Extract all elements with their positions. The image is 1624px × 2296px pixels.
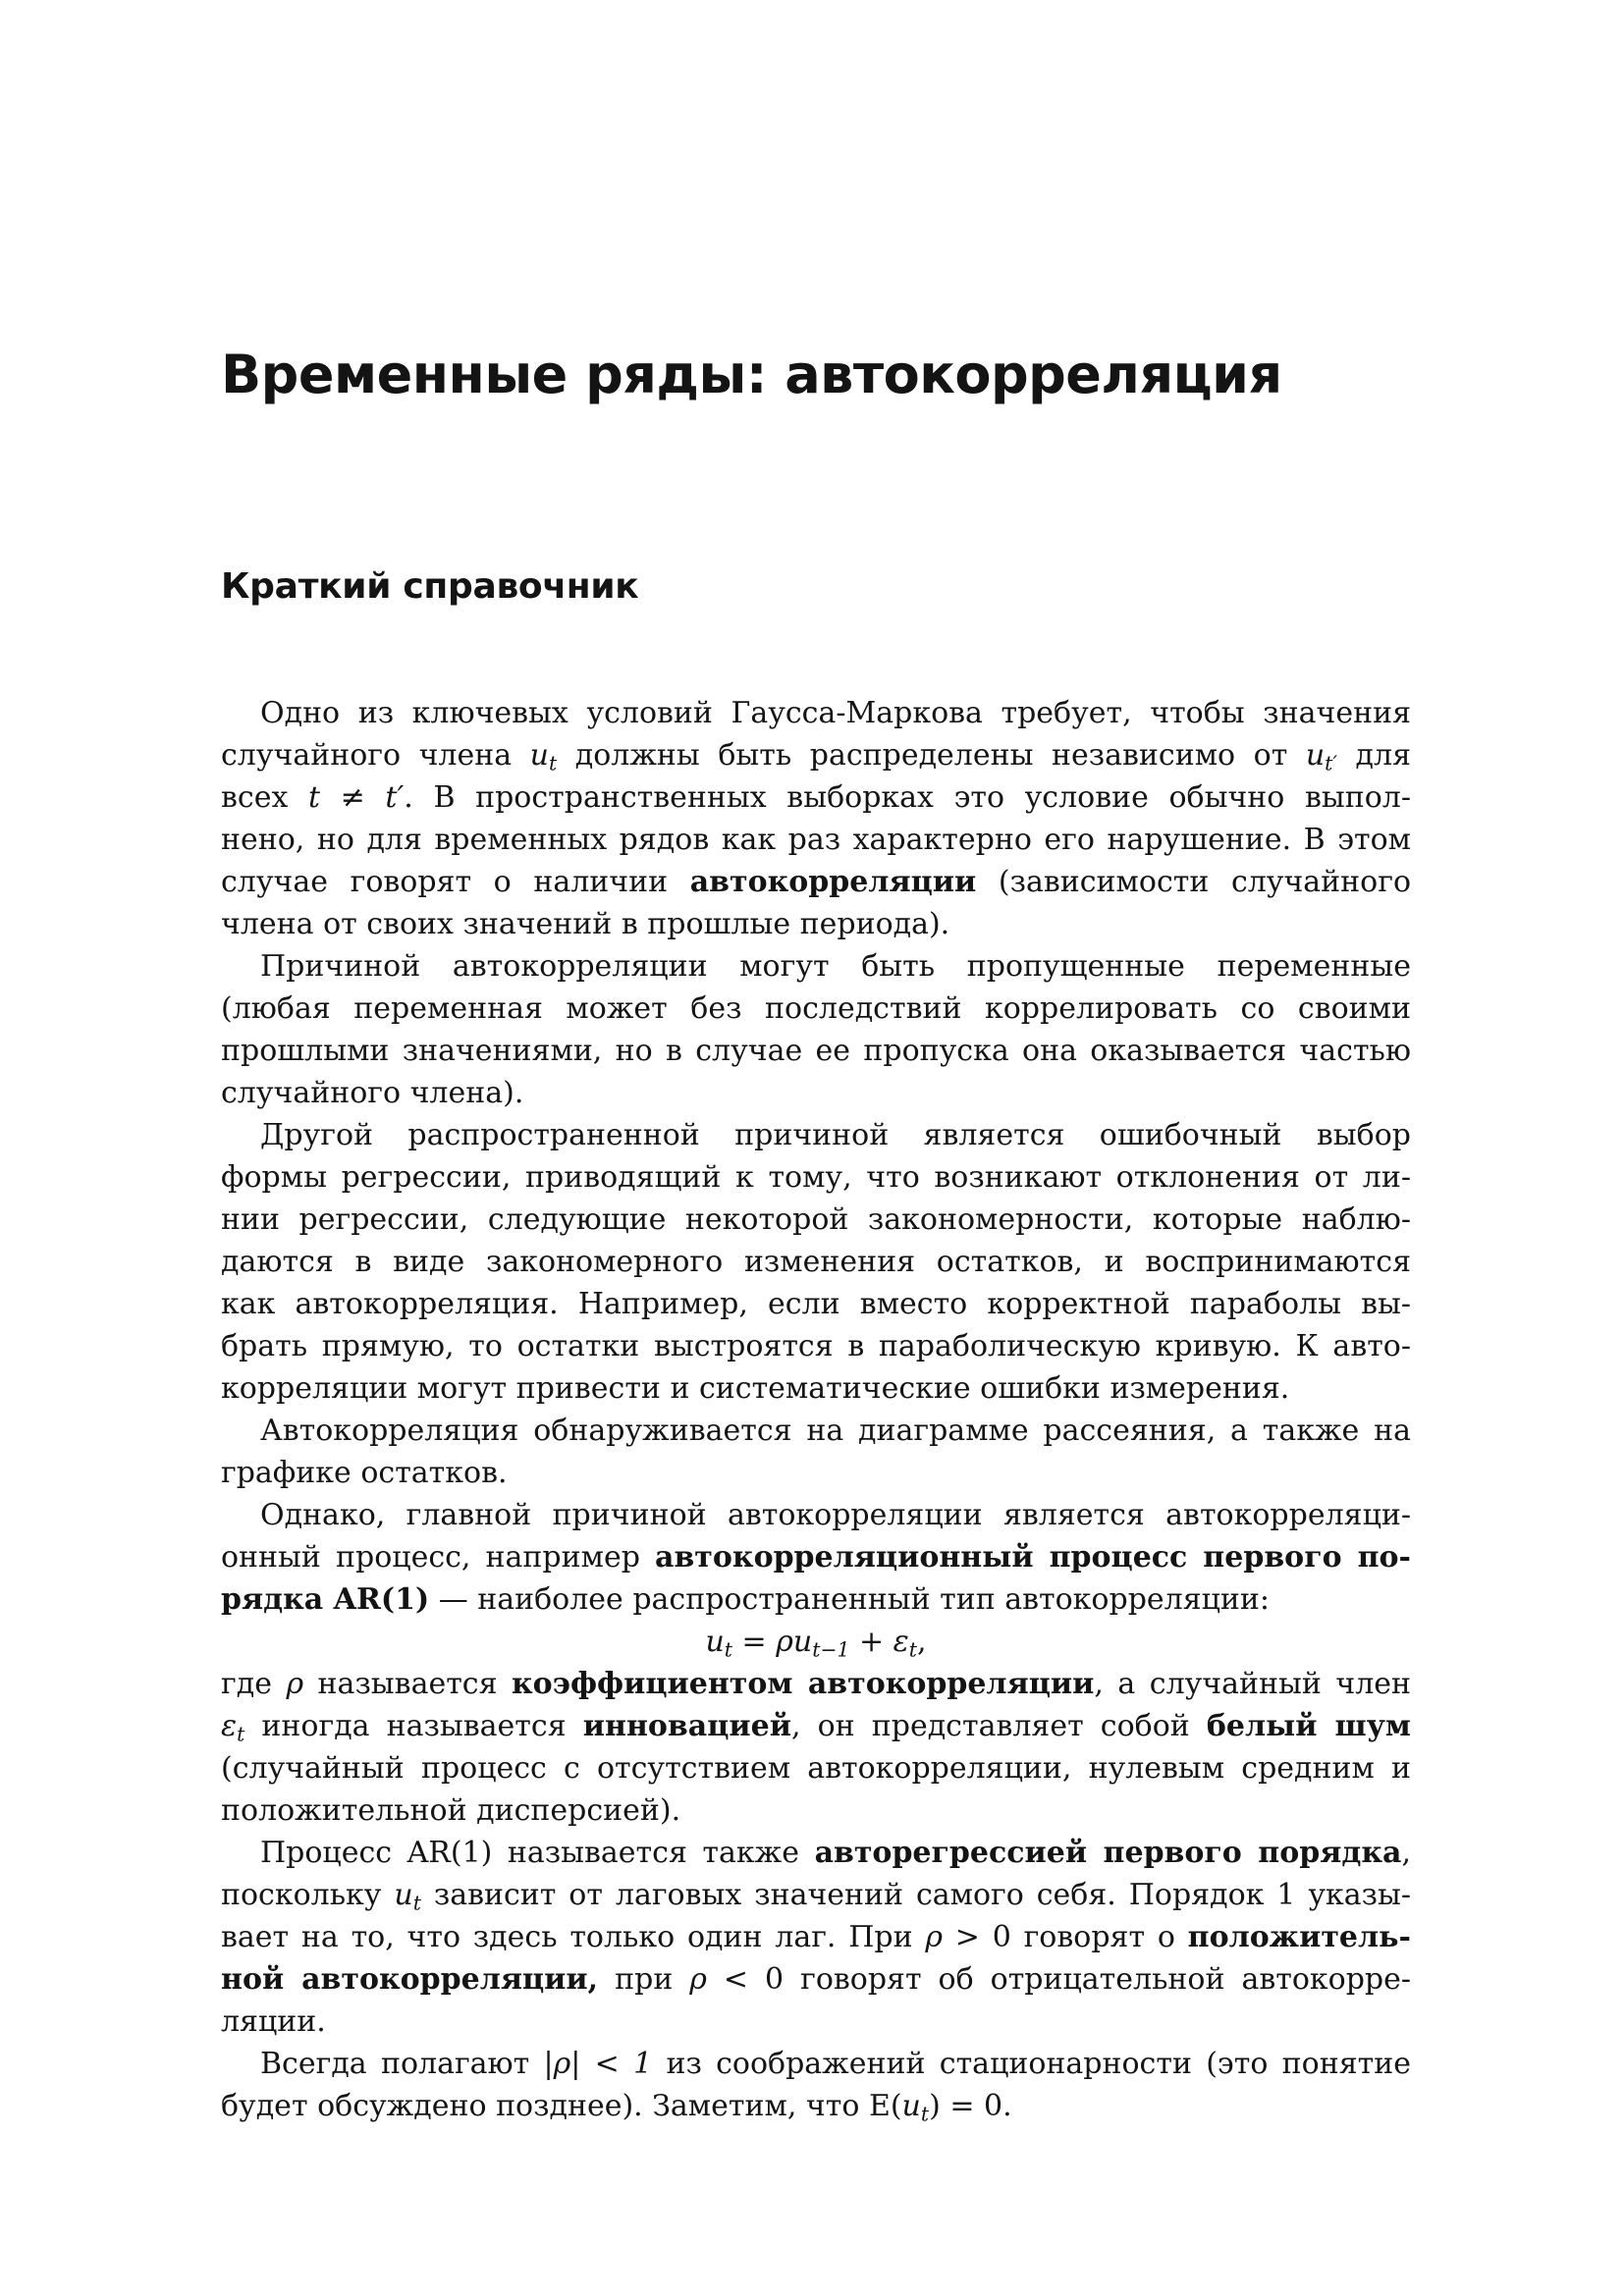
text-line: члена от своих значений в прошлые периода). (221, 907, 950, 941)
text-line: случае говорят о наличии автокорреляции (зависимости случайного (221, 865, 1412, 899)
text-line: (любая переменная может без последствий коррелировать со своими (221, 991, 1411, 1026)
term-bold: ной автокорреляции, (221, 1962, 599, 1997)
text-line: положительной дисперсией). (221, 1793, 681, 1828)
text-line: $\varepsilon_t$ иногда называется инновацией, он представляет собой белый шум (221, 1709, 1411, 1746)
text-line: (случайный процесс с отсутствием автокорреляции, нулевым средним и (221, 1751, 1411, 1786)
term-bold: рядка AR(1) (221, 1582, 430, 1617)
text-line: будет обсуждено позднее). Заметим, что $E(u_t) = 0$. (221, 2089, 1012, 2126)
text-line: Всегда полагают |ρ| < 1 из соображений стационарности (это понятие (260, 2047, 1411, 2081)
text-line: ляции. (221, 2004, 326, 2039)
page-title: Временные ряды: автокорреляция (221, 344, 1282, 405)
section-heading: Краткий справочник (221, 566, 639, 607)
text-line: вает на то, что здесь только один лаг. При ρ > 0 говорят о положитель- (221, 1920, 1411, 1954)
text-line: брать прямую, то остатки выстроятся в параболическую кривую. К авто- (221, 1329, 1411, 1363)
term-bold: автокорреляции (689, 865, 977, 899)
term-bold: коэффициентом автокорреляции (512, 1667, 1095, 1701)
term-bold: инновацией (582, 1709, 791, 1743)
term-bold: автокорреляционный процесс первого по- (655, 1540, 1411, 1575)
text-line: прошлыми значениями, но в случае ее пропуска она оказывается частью (221, 1034, 1411, 1068)
text-line: случайного члена). (221, 1076, 524, 1110)
text-line: рядка AR(1) — наиболее распространенный тип автокорреляции: (221, 1582, 1271, 1617)
text-line: Процесс AR(1) называется также авторегрессией первого порядка, (260, 1836, 1411, 1870)
text-line: ной автокорреляции, при ρ < 0 говорят об отрицательной автокорре- (221, 1962, 1411, 1997)
math-var: u (529, 738, 549, 773)
text-line: Однако, главной причиной автокорреляции является автокорреляци- (260, 1498, 1411, 1532)
text-line: поскольку $u_t$ зависит от лаговых значений самого себя. Порядок 1 указы- (221, 1878, 1411, 1915)
text-line: корреляции могут привести и систематические ошибки измерения. (221, 1371, 1290, 1406)
math-var: u (1305, 738, 1326, 773)
body-text (221, 692, 1411, 2127)
term-bold: белый шум (1206, 1709, 1411, 1743)
term-bold: положитель- (1187, 1920, 1411, 1954)
text-line: онный процесс, например автокорреляционный процесс первого по- (221, 1540, 1411, 1575)
text-line: графике остатков. (221, 1456, 508, 1490)
text-line: нии регрессии, следующие некоторой закономерности, которые наблю- (221, 1202, 1411, 1237)
text-line: где ρ называется коэффициентом автокорреляции, а случайный член (221, 1667, 1412, 1701)
text-line: нено, но для временных рядов как раз характерно его нарушение. В этом (221, 823, 1411, 857)
term-bold: авторегрессией первого порядка (814, 1836, 1402, 1870)
text-line: Причиной автокорреляции могут быть пропущенные переменные (260, 949, 1411, 984)
text-line: случайного члена $u_t$ должны быть распределены независимо от $u_{t'}$ для (221, 738, 1411, 775)
text-line: всех t ≠ t′. В пространственных выборках это условие обычно выпол- (221, 780, 1411, 815)
text-line: Другой распространенной причиной является ошибочный выбор (260, 1118, 1411, 1152)
text-line: даются в виде закономерного изменения остатков, и воспринимаются (221, 1245, 1411, 1279)
text-line: Автокорреляция обнаруживается на диаграмме рассеяния, а также на (260, 1414, 1411, 1448)
text-line: как автокорреляция. Например, если вместо корректной параболы вы- (221, 1287, 1411, 1321)
equation-ar1: $u_t = \rho u_{t-1} + \varepsilon_t$, (705, 1625, 927, 1662)
text-line: формы регрессии, приводящий к тому, что возникают отклонения от ли- (221, 1160, 1411, 1195)
text-line: Одно из ключевых условий Гаусса-Маркова требует, чтобы значения (260, 696, 1411, 730)
